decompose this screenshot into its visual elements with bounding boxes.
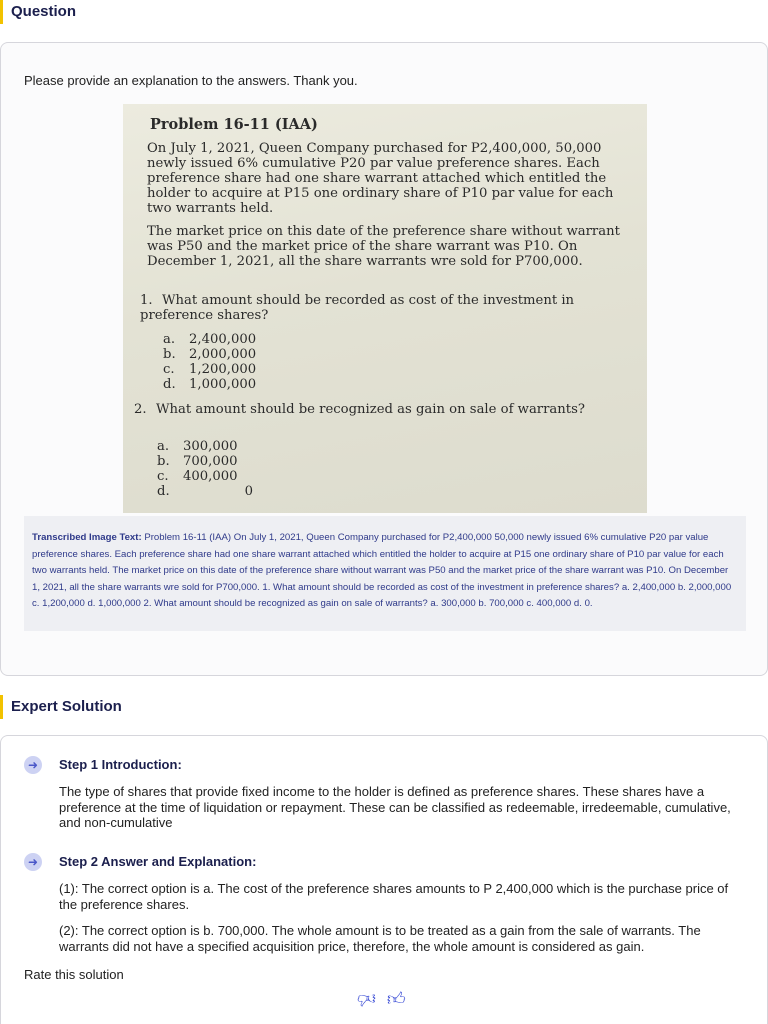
option-value: 2,400,000 xyxy=(189,332,257,347)
transcribed-image-text xyxy=(24,516,746,631)
problem-paragraph-2: The market price on this date of the preference share without warrant was P50 and the market price of the share warrant was P10. On December 1, 2021, all the share warrants wre sold for P700,000. xyxy=(147,224,620,269)
option-value: 1,000,000 xyxy=(189,377,257,392)
option-letter: c. xyxy=(157,469,169,484)
option-row xyxy=(163,347,256,362)
question-1 xyxy=(140,293,630,323)
option-row xyxy=(157,484,253,499)
question-2-number: 2. xyxy=(134,402,147,417)
option-row xyxy=(163,377,256,392)
option-row xyxy=(157,454,253,469)
question-2 xyxy=(134,402,630,417)
option-value: 0 xyxy=(244,484,253,499)
solution-card xyxy=(0,735,768,1024)
option-row xyxy=(157,439,253,454)
option-value: 300,000 xyxy=(183,439,238,454)
arrow-right-icon: ➜ xyxy=(24,853,42,871)
expert-solution-heading: Expert Solution xyxy=(0,695,122,719)
transcribed-label: Transcribed Image Text: xyxy=(32,532,142,543)
option-value: 2,000,000 xyxy=(189,347,257,362)
option-letter: a. xyxy=(157,439,170,454)
option-row xyxy=(157,469,253,484)
arrow-right-icon: ➜ xyxy=(24,756,42,774)
question-1-text: What amount should be recorded as cost of the investment in preference shares? xyxy=(140,293,575,323)
step-2-answer-2: (2): The correct option is b. 700,000. The whole amount is to be treated as a gain from the sale of warrants. The warrants did not have a specified acquisition price, therefore, the whole amount is considered as gain. xyxy=(59,923,701,954)
question-card xyxy=(0,42,768,676)
option-letter: d. xyxy=(163,377,176,392)
option-row xyxy=(163,362,256,377)
option-letter: d. xyxy=(157,484,170,499)
transcribed-body: Problem 16-11 (IAA) On July 1, 2021, Queen Company purchased for P2,400,000 50,000 newly issued 6% cumulative P20 par value preference shares. Each preference share had one share warrant attached which entitled the holder to acquire at P15 one ordinary share of P10 par value for each two warrants held. The market price on this date of the preference share without warrant was P50 and the market price of the share warrant was P10. On December 1, 2021, all the share warrants wre sold for P700,000. 1. What amount should be recorded as cost of the investment in preference shares? a. 2,400,000 b. 2,000,000 c. 1,200,000 d. 1,000,000 2. What amount should be recognized as gain on sale of warrants? a. 300,000 b. 700,000 c. 400,000 d. 0. xyxy=(32,532,732,609)
question-2-options xyxy=(157,439,253,499)
option-letter: c. xyxy=(163,362,175,377)
question-prompt: Please provide an explanation to the answers. Thank you. xyxy=(24,73,358,88)
question-heading: Question xyxy=(0,0,76,24)
option-letter: a. xyxy=(163,332,176,347)
rating-buttons xyxy=(357,988,412,1010)
question-image[interactable] xyxy=(123,104,647,513)
question-1-number: 1. xyxy=(140,293,153,308)
problem-paragraph-1: On July 1, 2021, Queen Company purchased for P2,400,000, 50,000 newly issued 6% cumulative P20 par value preference shares. Each preference share had one share warrant attached which entitled the holder to acquire at P15 one ordinary share of P10 par value for each two warrants held. xyxy=(147,141,614,216)
option-letter: b. xyxy=(163,347,176,362)
thumbs-up-icon[interactable]: 👍︎ xyxy=(386,989,406,1009)
question-2-text: What amount should be recognized as gain on sale of warrants? xyxy=(156,402,585,417)
step-2-title: Step 2 Answer and Explanation: xyxy=(59,854,257,869)
step-2-answer-1: (1): The correct option is a. The cost of the preference shares amounts to P 2,400,000 which is the purchase price of the preference shares. xyxy=(59,881,729,912)
thumbs-down-icon[interactable]: 👍︎ xyxy=(357,989,376,1009)
option-value: 700,000 xyxy=(183,454,238,469)
question-1-options xyxy=(163,332,256,392)
option-value: 400,000 xyxy=(183,469,238,484)
step-1-title: Step 1 Introduction: xyxy=(59,757,182,772)
option-letter: b. xyxy=(157,454,170,469)
step-1-text: The type of shares that provide fixed income to the holder is defined as preference shares. These shares have a preference at the time of liquidation or repayment. These can be classified as redeemable, irredeemable, cumulative, and non-cumulative xyxy=(59,784,731,830)
problem-title: Problem 16-11 (IAA) xyxy=(150,116,318,133)
rate-solution-label: Rate this solution xyxy=(24,967,124,982)
option-row xyxy=(163,332,256,347)
option-value: 1,200,000 xyxy=(189,362,257,377)
